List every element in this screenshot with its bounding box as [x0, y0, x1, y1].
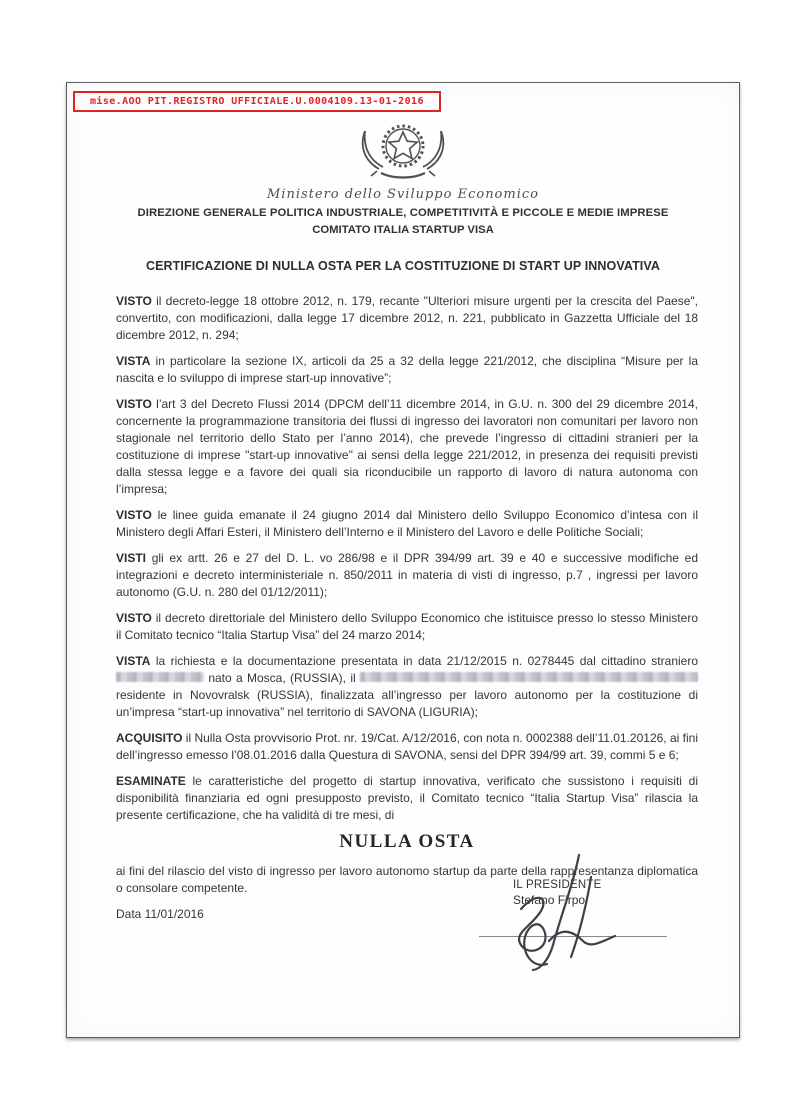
paragraph-text: l’art 3 del Decreto Flussi 2014 (DPCM dell’11 dicembre 2014, in G.U. n. 300 del 29 dicembre 2014, concernente la programmazione transitoria dei flussi di ingresso dei lavoratori non comunitari per lavoro non stagionale nel territorio dello Stato per l’anno 2014), che prevede l’ingresso di cittadini stranieri per la costituzione di imprese "start-up innovative" ai sensi della legge 221/2012, in presenza dei requisiti previsti dalla stessa legge e a favore dei quali sia riconducibile un rapporto di lavoro di natura autonoma con l’impresa; [116, 397, 698, 496]
paragraph-visto-4 [116, 507, 698, 541]
paragraph-text: in particolare la sezione IX, articoli da 25 a 32 della legge 221/2012, che disciplina “Misure per la nascita e lo sviluppo di imprese start-up innovative”; [116, 354, 698, 385]
lead-word: VISTA [116, 354, 151, 368]
redaction-bar-details [360, 672, 698, 682]
lead-word: ESAMINATE [116, 774, 186, 788]
lead-word: ACQUISITO [116, 731, 183, 745]
signature-block [513, 879, 601, 907]
paragraph-vista-2 [116, 353, 698, 387]
closing-paragraph: ai fini del rilascio del visto di ingresso per lavoro autonomo startup da parte della rappresentanza diplomatica o consolare competente. [116, 864, 698, 895]
italy-emblem-icon [67, 117, 739, 187]
paragraph-visto-6 [116, 610, 698, 644]
paragraph-esaminate [116, 773, 698, 824]
lead-word: VISTO [116, 611, 152, 625]
paragraph-text: il decreto direttoriale del Ministero dello Sviluppo Economico che istituisce presso lo stesso Ministero il Comitato tecnico “Italia Startup Visa” del 24 marzo 2014; [116, 611, 698, 642]
paragraph-text: nato a Mosca, (RUSSIA), il [204, 671, 360, 685]
paragraph-text: il decreto-legge 18 ottobre 2012, n. 179, recante "Ulteriori misure urgenti per la crescita del Paese", convertito, con modificazioni, dalla legge 17 dicembre 2012, n. 221, pubblicato in Gazzetta Ufficiale del 18 dicembre 2012, n. 294; [116, 294, 698, 342]
signer-role: IL PRESIDENTE [513, 879, 602, 891]
paragraph-text: le linee guida emanate il 24 giugno 2014 dal Ministero dello Sviluppo Economico d’intesa con il Ministero degli Affari Esteri, il Ministero dell’Interno e il Ministero del Lavoro e delle Politiche Sociali; [116, 508, 698, 539]
lead-word: VISTO [116, 508, 152, 522]
lead-word: VISTO [116, 294, 152, 308]
paragraph-text: residente in Novovralsk (RUSSIA), finalizzata all’ingresso per lavoro autonomo per la costituzione di un’impresa “start-up innovativa” nel territorio di SAVONA (LIGURIA); [116, 688, 698, 719]
paragraph-text: le caratteristiche del progetto di startup innovativa, verificato che sussistono i requisiti di disponibilità finanziaria ed ogni presupposto previsto, il Comitato tecnico “Italia Startup Visa” rilascia la presente certificazione, che ha validità di tre mesi, di [116, 774, 698, 822]
directorate-line: DIREZIONE GENERALE POLITICA INDUSTRIALE, COMPETITIVITÀ E PICCOLE E MEDIE IMPRESE [137, 207, 669, 219]
signer-name: Stefano Firpo [513, 893, 586, 907]
paragraph-visto-1 [116, 293, 698, 344]
date-line: Data 11/01/2016 [116, 907, 204, 921]
paragraph-visto-3 [116, 396, 698, 498]
paragraph-vista-request [116, 653, 698, 721]
document-page [66, 82, 740, 1038]
paragraph-acquisito [116, 730, 698, 764]
nulla-osta-heading: NULLA OSTA [339, 831, 475, 852]
paragraph-text: gli ex artt. 26 e 27 del D. L. vo 286/98 e il DPR 394/99 art. 39 e 40 e successive modifiche ed integrazioni e decreto interministeriale n. 850/2011 in materia di visti di ingresso, p.7 , ingressi per lavoro autonomo (G.U. n. 280 del 01/12/2011); [116, 551, 698, 599]
lead-word: VISTO [116, 397, 152, 411]
registry-stamp-text: mise.AOO PIT.REGISTRO UFFICIALE.U.0004109.13-01-2016 [90, 96, 424, 107]
ministry-name: Ministero dello Sviluppo Economico [267, 187, 539, 202]
registry-stamp [73, 91, 441, 112]
paragraph-text: il Nulla Osta provvisorio Prot. nr. 19/Cat. A/12/2016, con nota n. 0002388 dell’11.01.20126, ai fini dell’ingresso emesso l’08.01.2016 dalla Questura di SAVONA, sensi del DPR 394/99 art. 39, commi 5 e 6; [116, 731, 698, 762]
redaction-bar-name [116, 672, 204, 682]
committee-line: COMITATO ITALIA STARTUP VISA [312, 224, 494, 236]
paragraph-visti-5 [116, 550, 698, 601]
lead-word: VISTA [116, 654, 151, 668]
signature-line [479, 936, 667, 937]
document-body [116, 293, 698, 932]
paragraph-text: la richiesta e la documentazione presentata in data 21/12/2015 n. 0278445 dal cittadino straniero [150, 654, 698, 668]
document-title: CERTIFICAZIONE DI NULLA OSTA PER LA COSTITUZIONE DI START UP INNOVATIVA [145, 259, 661, 273]
lead-word: VISTI [116, 551, 147, 565]
